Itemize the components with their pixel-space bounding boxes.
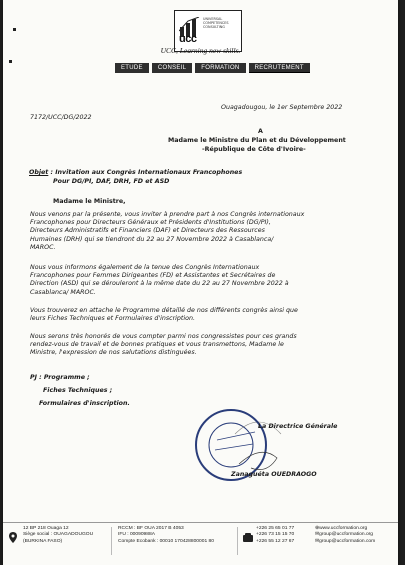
paragraph-line: Direction (ASD) qui se dérouleront à la même date du 22 au 27 Novembre 2022 à [30,280,289,288]
footer-line: +226 25 65 01 77 [256,526,295,531]
mail-icon: ✉ [315,532,320,538]
paragraph-line: rendez-vous de travail et de bonnes pratiques et vous transmettons, Madame le [30,341,284,349]
phone-icon [243,533,253,542]
attachments-label: PJ : Programme ; [30,374,90,381]
footer-line: Siège social : OUAGADOUGOU [23,532,94,538]
footer-line: (BURKINA FASO) [23,538,63,544]
paragraph-line: Vous trouverez en attache le Programme détaillé de nos différents congrès ainsi que [30,307,298,314]
footer-line: +226 73 15 15 70 [256,532,295,538]
logo-subtitle [203,17,229,29]
paragraph-1 [30,211,304,252]
place-date: Ouagadougou, le 1er Septembre 2022 [221,104,343,111]
subject-label: Objet [29,169,49,176]
mail-icon: ✉ [315,538,320,544]
scan-mark [9,60,12,63]
globe-icon: ⊕ [315,526,320,531]
paragraph-line: leurs Fiches Techniques et Formulaires d'inscription. [30,315,195,323]
letterhead [3,8,398,78]
footer-line: IFU : 00090988A [118,532,155,538]
footer-address [23,526,93,545]
footer-web [315,526,375,545]
paragraph-line: Francophones pour Femmes Dirigeantes (FD) et Assistantes et Secrétaires de [30,272,276,280]
footer-registry [118,526,214,545]
signer-title: La Directrice Générale [258,423,338,430]
nav-conseil[interactable]: CONSEIL [152,63,192,73]
nav-recrutement[interactable]: RECRUTEMENT [249,63,310,73]
footer-line: group@uccformation.com [319,538,376,544]
paragraph-3 [30,307,298,323]
scan-mark [13,28,16,31]
subject-text-2: Pour DG/PI, DAF, DRH, FD et ASD [53,178,170,185]
logo-sub-line: CONSULTING [203,25,225,29]
salutation: Madame le Ministre, [53,198,126,205]
paragraph-line: Nous serons très honorés de vous compter parmi nos congressistes pour ces grands [30,333,297,340]
footer-line: 12 BP 218 Ouaga 12 [23,526,69,531]
signer-name: Zanaguéta OUEDRAOGO [231,471,317,478]
letter-page [3,0,398,565]
logo-sub-line: UNIVERSAL [203,17,223,21]
paragraph-line: Nous venons par la présente, vous inviter à prendre part à nos Congrès internationaux [30,211,305,218]
paragraph-line: Ministre, l'expression de nos salutations distinguées. [30,349,197,357]
logo-wordmark: ucc [179,33,197,45]
footer-line: RCCM : BF OUA 2017 B 4053 [118,526,184,531]
subject-text: : Invitation aux Congrès Internationaux Francophones [48,169,243,176]
nav-etude[interactable]: ETUDE [115,63,149,73]
paragraph-line: Francophones pour Directeurs Généraux et Présidents d'Institutions (DG/PI), [30,219,271,227]
footer [3,522,398,565]
footer-line: +226 55 12 27 67 [256,538,295,544]
paragraph-line: Nous vous informons également de la tenue des Congrès Internationaux [30,264,260,271]
attachment-item: Formulaires d'inscription. [39,400,130,407]
location-pin-icon [9,532,17,543]
recipient-a: A [258,128,263,135]
footer-phones [256,526,294,545]
reference-number: 7172/UCC/DG/2022 [30,114,92,121]
service-nav [115,63,310,73]
recipient-title: Madame le Ministre du Plan et du Développement [168,137,346,144]
subject-line [29,169,242,177]
paragraph-4 [30,333,297,358]
paragraph-line: Casablanca/ MAROC. [30,288,96,296]
logo-sub-line: COMPETENCES [203,21,229,25]
paragraph-line: Directeurs Administratifs et Financiers (DAF) et Directeurs des Ressources [30,227,265,235]
nav-formation[interactable]: FORMATION [195,63,245,73]
recipient-country: -République de Côte d'Ivoire- [202,146,306,153]
paragraph-line: MAROC. [30,243,56,251]
footer-line: www.uccformation.org [319,526,368,531]
paragraph-2 [30,264,289,297]
footer-line: group@uccformation.org [319,532,374,538]
paragraph-line: Humaines (DRH) qui se tiendront du 22 au 27 Novembre 2022 à Casablanca/ [30,235,274,243]
footer-email[interactable] [315,539,375,545]
attachment-item: Fiches Techniques ; [43,387,113,394]
footer-line: Compte Ecobank : 00010 170428800001 80 [118,538,214,544]
footer-divider [237,527,238,555]
tagline: UCC, Learning new skills. [160,46,241,55]
footer-divider [111,527,112,555]
